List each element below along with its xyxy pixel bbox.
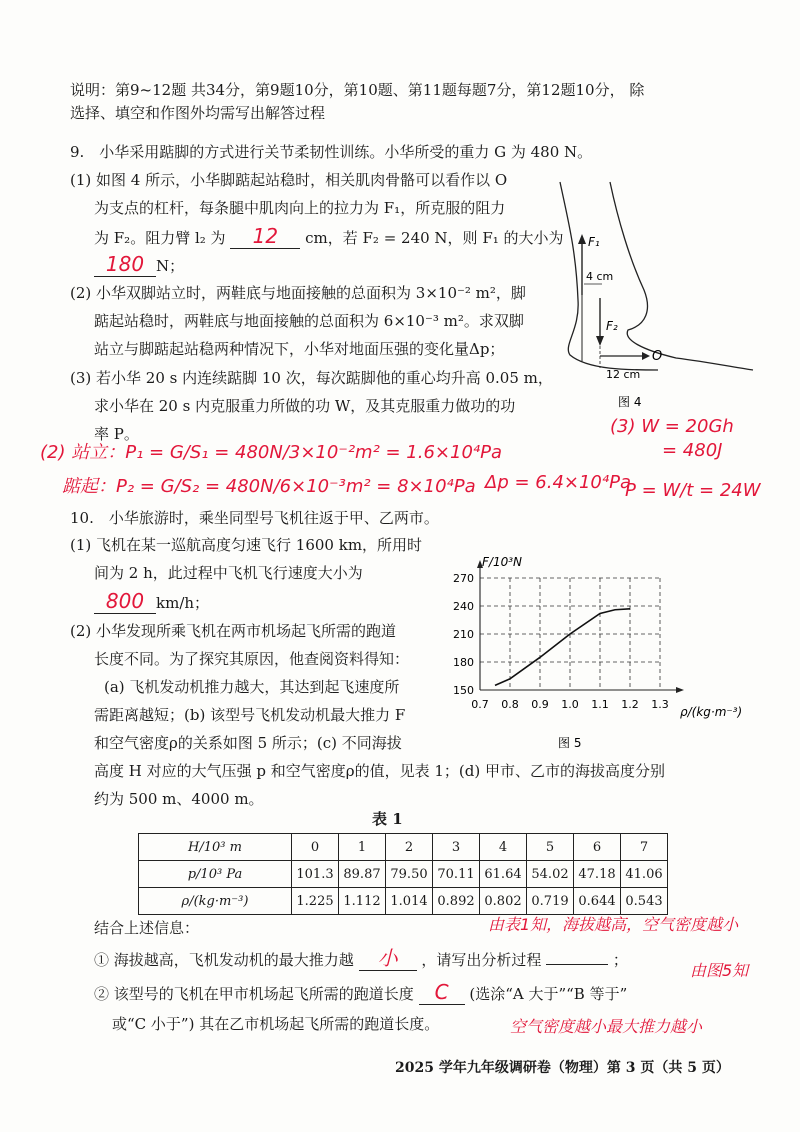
q9-l2-blank — [230, 226, 300, 249]
pivot-o-label: O — [652, 349, 663, 364]
chart-caption: 图 5 — [558, 736, 582, 750]
dim-12cm-label: 12 cm — [606, 368, 641, 381]
q10-c1-text-b: ，请写出分析过程 — [421, 951, 542, 969]
table-cell: 0.802 — [480, 888, 527, 915]
table-cell: 1 — [339, 834, 386, 861]
table-cell: 0 — [292, 834, 339, 861]
table-cell: 101.3 — [292, 861, 339, 888]
hw-reason-figure: 由图5知 — [690, 961, 749, 980]
q10-runway-blank — [419, 982, 465, 1005]
q10-part2-line7: 约为 500 m、4000 m。 — [94, 790, 264, 808]
hw-calc-power: P = W/t = 24W — [625, 480, 761, 501]
q10-combine-label: 结合上述信息： — [94, 919, 200, 937]
q9-part2-line2: 踮起站稳时，两鞋底与地面接触的总面积为 6×10⁻³ m²。求双脚 — [94, 312, 524, 330]
chart-series — [495, 609, 630, 686]
y-tick-label: 150 — [453, 684, 474, 697]
q9-part3-line3: 率 P。 — [94, 425, 139, 443]
table-cell: 41.06 — [621, 861, 668, 888]
table-cell: 6 — [574, 834, 621, 861]
hw-f1-answer: 180 — [105, 252, 145, 276]
hw-calc-standing: (2) 站立：P₁ = G/S₁ = 480N/3×10⁻²m² = 1.6×10⁴Pa — [40, 442, 503, 463]
table-cell: 79.50 — [386, 861, 433, 888]
q9-part1-text-b: cm，若 F₂ = 240 N，则 F₁ 的大小为 — [305, 229, 564, 247]
table-cell: 54.02 — [527, 861, 574, 888]
table-cell: H/10³ m — [139, 834, 292, 861]
table-cell: 0.644 — [574, 888, 621, 915]
hw-calc-delta-p: Δp = 6.4×10⁴Pa — [485, 472, 631, 493]
table-cell: 0.892 — [433, 888, 480, 915]
x-tick-label: 1.1 — [591, 698, 609, 711]
table-cell: p/10³ Pa — [139, 861, 292, 888]
q10-part1-line1: (1) 飞机在某一巡航高度匀速飞行 1600 km，所用时 — [70, 536, 423, 554]
table-row — [139, 834, 668, 861]
figure-4-foot-diagram — [548, 180, 758, 410]
table-cell: 70.11 — [433, 861, 480, 888]
q10-stem: 10. 小华旅游时，乘坐同型号飞机往返于甲、乙两市。 — [70, 509, 439, 527]
q9-part2-line3: 站立与脚踮起站稳两种情况下，小华对地面压强的变化量Δp； — [94, 340, 505, 358]
chart-ylabel: F/10³N — [482, 555, 523, 569]
q10-part1-unit: km/h； — [156, 594, 210, 612]
q10-part2-line5: 和空气密度ρ的关系如图 5 所示；(c) 不同海拔 — [94, 734, 402, 752]
table-cell: 1.225 — [292, 888, 339, 915]
x-tick-label: 0.7 — [471, 698, 489, 711]
hw-l2-answer: 12 — [252, 224, 279, 248]
table-cell: 5 — [527, 834, 574, 861]
q10-part2-line2: 长度不同。为了探究其原因，他查阅资料得知： — [94, 650, 410, 668]
y-tick-label: 270 — [453, 572, 474, 585]
y-tick-label: 240 — [453, 600, 474, 613]
table-cell: 4 — [480, 834, 527, 861]
q10-c2-text-a: ② 该型号的飞机在甲市机场起飞所需的跑道长度 — [94, 985, 414, 1003]
q10-part2-line4: 需距离越短；(b) 该型号飞机发动机最大推力 F — [94, 706, 406, 724]
series-line — [495, 609, 630, 686]
instructions-line-1: 说明：第9~12题 共34分，第9题10分，第10题、第11题每题7分，第12题10分， 除 — [70, 81, 645, 99]
q9-part1-text-a: 为 F₂。阻力臂 l₂ 为 — [94, 229, 226, 247]
hw-calc-work: (3) W = 20Gh — [610, 416, 734, 437]
q9-part1-line1: (1) 如图 4 所示，小华脚踮起站稳时，相关肌肉骨骼可以看作以 O — [70, 171, 508, 189]
table-row — [139, 861, 668, 888]
hw-thrust-answer: 小 — [377, 946, 398, 970]
q10-part1-line3 — [94, 591, 209, 614]
hw-reason-conclusion: 空气密度越小最大推力越小 — [510, 1017, 703, 1036]
q9-part1-line2: 为支点的杠杆，每条腿中肌肉向上的拉力为 F₁，所克服的阻力 — [94, 199, 506, 217]
instructions-line-2: 选择、填空和作图外均需写出解答过程 — [70, 104, 326, 122]
x-axis-arrowhead — [676, 687, 684, 693]
f1-arrowhead — [578, 234, 586, 244]
table-cell: 7 — [621, 834, 668, 861]
table-cell: 61.64 — [480, 861, 527, 888]
q10-c2-text-b: (选涂“A 大于”“B 等于” — [469, 985, 628, 1003]
table-cell: 0.719 — [527, 888, 574, 915]
x-tick-label: 1.2 — [621, 698, 639, 711]
hw-speed-answer: 800 — [105, 589, 145, 613]
y-tick-label: 180 — [453, 656, 474, 669]
hw-reason-table: 由表1知，海拔越高，空气密度越小 — [488, 915, 739, 934]
q9-part3-line2: 求小华在 20 s 内克服重力所做的功 W，及其克服重力做功的功 — [94, 397, 516, 415]
table-cell: 89.87 — [339, 861, 386, 888]
table-cell: 0.543 — [621, 888, 668, 915]
table-cell: 3 — [433, 834, 480, 861]
table-row — [139, 888, 668, 915]
dim-4cm-label: 4 cm — [586, 270, 614, 283]
q10-c1-text-a: ① 海拔越高，飞机发动机的最大推力越 — [94, 951, 354, 969]
chart-xlabel: ρ/(kg·m⁻³) — [680, 705, 743, 719]
table-1-title: 表 1 — [372, 810, 403, 828]
table-cell: 1.014 — [386, 888, 433, 915]
q10-c1-text-c: ； — [612, 951, 628, 969]
table-cell: 2 — [386, 834, 433, 861]
x-tick-label: 1.0 — [561, 698, 579, 711]
q10-conclusion-1 — [94, 948, 628, 971]
q9-part2-line1: (2) 小华双脚站立时，两鞋底与地面接触的总面积为 3×10⁻² m²，脚 — [70, 284, 526, 302]
q10-part2-line3: (a) 飞机发动机推力越大，其达到起飞速度所 — [104, 678, 400, 696]
figure-4-caption: 图 4 — [618, 395, 642, 409]
foot-outline-back — [610, 182, 753, 370]
q10-conclusion-2-cont: 或“C 小于”) 其在乙市机场起飞所需的跑道长度。 — [112, 1015, 440, 1033]
q10-reason-blank — [546, 964, 608, 965]
lever-arrowhead — [642, 352, 650, 360]
f2-arrowhead — [596, 336, 604, 346]
q10-conclusion-2 — [94, 982, 627, 1005]
q9-f1-blank — [94, 254, 156, 277]
q9-part1-line3 — [94, 226, 564, 249]
x-tick-label: 0.8 — [501, 698, 519, 711]
f2-label: F₂ — [606, 319, 618, 333]
table-cell: 47.18 — [574, 861, 621, 888]
f1-label: F₁ — [588, 235, 600, 249]
q9-stem: 9. 小华采用踮脚的方式进行关节柔韧性训练。小华所受的重力 G 为 480 N。 — [70, 143, 593, 161]
q10-speed-blank — [94, 591, 156, 614]
table-cell: 1.112 — [339, 888, 386, 915]
hw-calc-work-result: = 480J — [662, 440, 723, 461]
q9-part3-line1: (3) 若小华 20 s 内连续踮脚 10 次，每次踮脚他的重心均升高 0.05 m， — [70, 369, 553, 387]
q9-part1-line4 — [94, 254, 184, 277]
x-tick-label: 0.9 — [531, 698, 549, 711]
q10-part2-line1: (2) 小华发现所乘飞机在两市机场起飞所需的跑道 — [70, 622, 397, 640]
table-cell: ρ/(kg·m⁻³) — [139, 888, 292, 915]
q10-thrust-blank — [359, 948, 417, 971]
q10-part2-line6: 高度 H 对应的大气压强 p 和空气密度ρ的值，见表 1；(d) 甲市、乙市的海拔高度分别 — [94, 762, 665, 780]
hw-runway-answer: C — [434, 980, 449, 1004]
table-1 — [138, 833, 668, 915]
y-tick-label: 210 — [453, 628, 474, 641]
q10-part1-line2: 间为 2 h，此过程中飞机飞行速度大小为 — [94, 564, 363, 582]
q9-part1-text-c: N； — [156, 257, 185, 275]
figure-5-chart — [440, 550, 770, 755]
hw-calc-tiptoe: 踮起：P₂ = G/S₂ = 480N/6×10⁻³m² = 8×10⁴Pa — [62, 476, 476, 497]
x-tick-label: 1.3 — [651, 698, 669, 711]
page-footer: 2025 学年九年级调研卷（物理）第 3 页（共 5 页） — [395, 1060, 730, 1076]
